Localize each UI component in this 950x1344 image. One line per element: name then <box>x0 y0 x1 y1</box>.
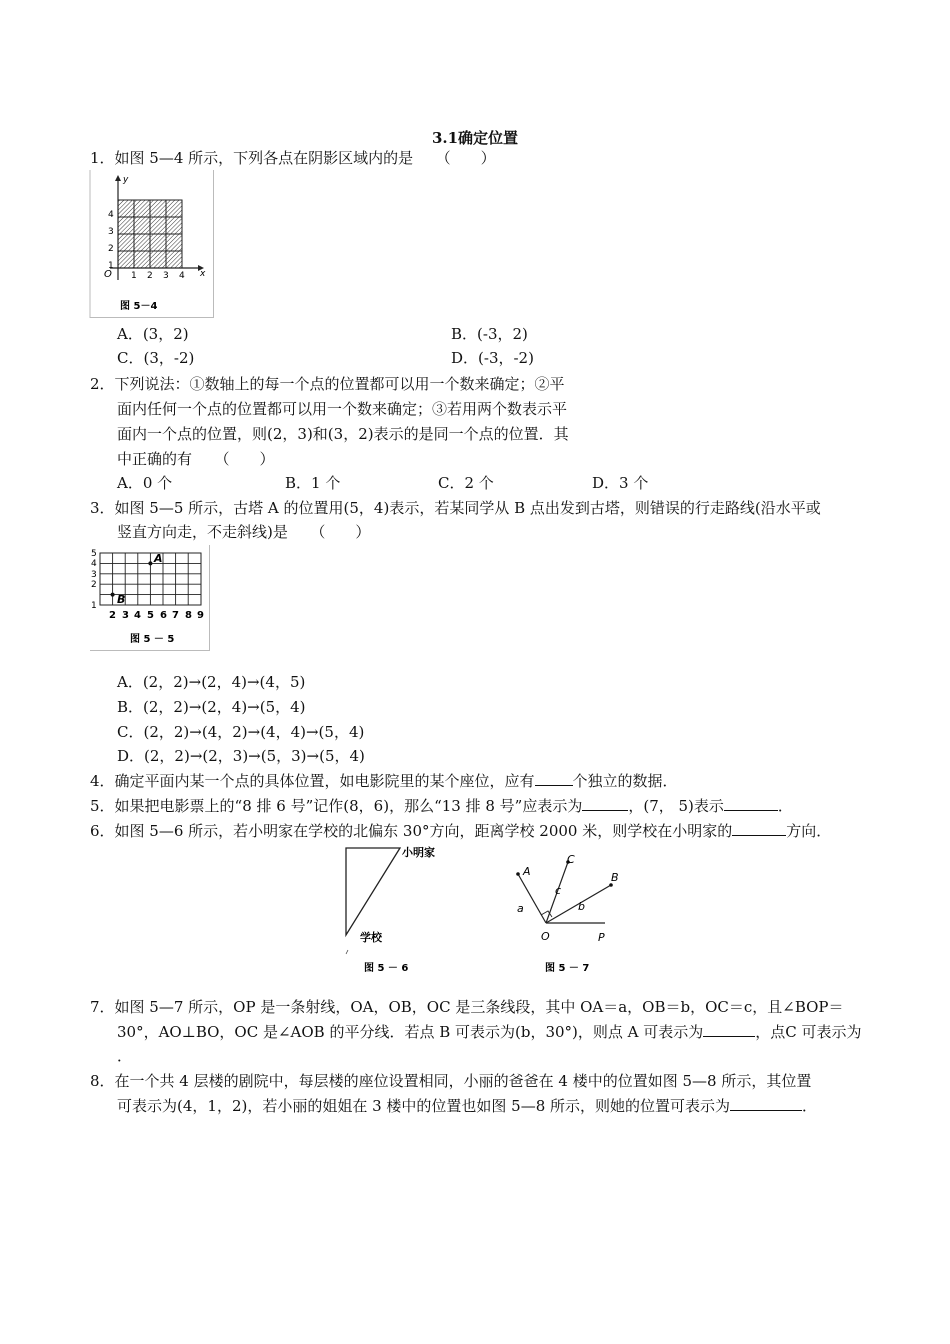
q7-text-mid: ，点C 可表示为 <box>755 1023 862 1041</box>
label-segment-b: b <box>578 900 585 913</box>
point-b-label: B <box>117 593 126 606</box>
label-segment-a: a <box>517 902 524 915</box>
figure-caption: 图 5 － 6 <box>364 963 409 974</box>
q7-answer-blank-1[interactable] <box>703 1022 755 1037</box>
figure-5-7 <box>505 850 625 978</box>
x-tick: 5 <box>147 610 154 621</box>
q6-answer-blank[interactable] <box>732 821 786 836</box>
y-tick: 3 <box>91 570 97 580</box>
x-tick: 2 <box>109 610 116 621</box>
q5-text-pre: 5．如果把电影票上的“8 排 6 号”记作(8，6)，那么“13 排 8 号”应表示为 <box>90 797 583 815</box>
y-tick: 1 <box>91 601 97 611</box>
figure-5-5 <box>90 545 210 651</box>
q8-answer-blank[interactable] <box>730 1096 802 1111</box>
x-tick: 3 <box>163 271 169 281</box>
q1-option-c: C．(3，-2) <box>117 349 195 367</box>
x-tick: 1 <box>131 271 137 281</box>
q4-text-post: 个独立的数据． <box>572 772 678 790</box>
x-tick: 7 <box>172 610 179 621</box>
q5-answer-blank-2[interactable] <box>724 796 778 811</box>
x-tick: 4 <box>179 271 185 281</box>
x-tick: 4 <box>134 610 141 621</box>
x-tick: 9 <box>197 610 204 621</box>
q3-line-1: 3．如图 5—5 所示，古塔 A 的位置用(5，4)表示，若某同学从 B 点出发到古塔，则错误的行走路线(沿水平或 <box>90 499 821 517</box>
label-p-point: P <box>598 931 605 944</box>
q8-line-2 <box>117 1095 817 1117</box>
q5 <box>90 795 793 817</box>
label-segment-c: c <box>555 884 562 897</box>
q3-option-c: C．(2，2)→(4，2)→(4，4)→(5，4) <box>117 723 365 741</box>
label-o-point: O <box>541 930 550 943</box>
figure-caption: 图 5 － 7 <box>545 963 590 974</box>
q3-line-2: 竖直方向走，不走斜线)是 （ ） <box>117 523 371 541</box>
q2-option-a: A．0 个 <box>117 474 173 492</box>
q1-option-a: A．(3，2) <box>117 325 189 343</box>
q2-option-d: D．3 个 <box>592 474 649 492</box>
y-tick: 2 <box>108 244 114 254</box>
q4-text-pre: 4．确定平面内某一个点的具体位置，如电影院里的某个座位，应有 <box>90 772 535 790</box>
q7-text-pre: 30°，AO⊥BO，OC 是∠AOB 的平分线．若点 B 可表示为(b，30°)，则点 A 可表示为 <box>117 1023 704 1041</box>
q2-line-1: 2．下列说法：①数轴上的每一个点的位置都可以用一个数来确定；②平 <box>90 375 565 393</box>
y-axis-label: y <box>123 175 129 185</box>
q2-option-c: C．2 个 <box>438 474 494 492</box>
q8-text-pre: 可表示为(4，1，2)，若小丽的姐姐在 3 楼中的位置也如图 5—8 所示，则她的位置可表示为 <box>117 1097 731 1115</box>
q7-line-3: ． <box>117 1047 133 1065</box>
y-tick: 4 <box>91 559 97 569</box>
label-a-point: A <box>523 865 531 878</box>
label-c-point: C <box>567 853 575 866</box>
figure-caption: 图 5－4 <box>120 301 158 312</box>
y-tick: 1 <box>108 261 114 271</box>
q6-text-post: 方向． <box>786 822 832 840</box>
q3-option-b: B．(2，2)→(2，4)→(5，4) <box>117 698 306 716</box>
q6-text-pre: 6．如图 5—6 所示，若小明家在学校的北偏东 30°方向，距离学校 2000 米，则学校在小明家的 <box>90 822 733 840</box>
q2-line-4: 中正确的有 （ ） <box>117 450 275 468</box>
q8-line-1: 8．在一个共 4 层楼的剧院中，每层楼的座位设置相同，小丽的爸爸在 4 楼中的位置如图 5—8 所示，其位置 <box>90 1072 812 1090</box>
label-xiaoming-home: 小明家 <box>402 846 435 859</box>
y-tick: 5 <box>91 549 97 559</box>
q1-option-b: B．(-3，2) <box>451 325 528 343</box>
x-axis-label: x <box>200 269 206 279</box>
y-tick: 3 <box>108 227 114 237</box>
label-b-point: B <box>611 871 619 884</box>
q4 <box>90 770 678 792</box>
label-school: 学校 <box>360 931 382 944</box>
x-tick: 2 <box>147 271 153 281</box>
q2-line-3: 面内一个点的位置，则(2，3)和(3，2)表示的是同一个点的位置．其 <box>117 425 569 443</box>
q1-option-d: D．(-3，-2) <box>451 349 534 367</box>
x-tick: 3 <box>122 610 129 621</box>
q7-line-2 <box>117 1021 862 1043</box>
q1-stem: 1．如图 5—4 所示，下列各点在阴影区域内的是 （ ） <box>90 149 496 167</box>
page-title: 3.1确定位置 <box>431 129 519 147</box>
figure-5-6 <box>330 843 435 978</box>
figure-5-4 <box>90 170 214 318</box>
x-tick: 6 <box>160 610 167 621</box>
x-tick: 8 <box>185 610 192 621</box>
point-a-label: A <box>154 552 163 565</box>
q5-text-post: ． <box>777 797 793 815</box>
q2-line-2: 面内任何一个点的位置都可以用一个数来确定；③若用两个数表示平 <box>117 400 568 418</box>
q7-line-1: 7．如图 5—7 所示，OP 是一条射线，OA，OB，OC 是三条线段，其中 OA＝a，OB＝b，OC＝c，且∠BOP＝ <box>90 998 844 1016</box>
y-tick: 2 <box>91 580 97 590</box>
q8-text-post: ． <box>802 1097 818 1115</box>
y-tick: 4 <box>108 210 114 220</box>
q3-option-a: A．(2，2)→(2，4)→(4，5) <box>117 673 306 691</box>
q4-answer-blank[interactable] <box>535 771 573 786</box>
q6 <box>90 820 831 842</box>
origin-label: O <box>104 269 112 280</box>
q3-option-d: D．(2，2)→(2，3)→(5，3)→(5，4) <box>117 747 365 765</box>
q2-option-b: B．1 个 <box>285 474 341 492</box>
q5-text-mid: ，(7， 5)表示 <box>628 797 724 815</box>
figure-caption: 图 5 － 5 <box>130 634 175 645</box>
q5-answer-blank-1[interactable] <box>582 796 628 811</box>
